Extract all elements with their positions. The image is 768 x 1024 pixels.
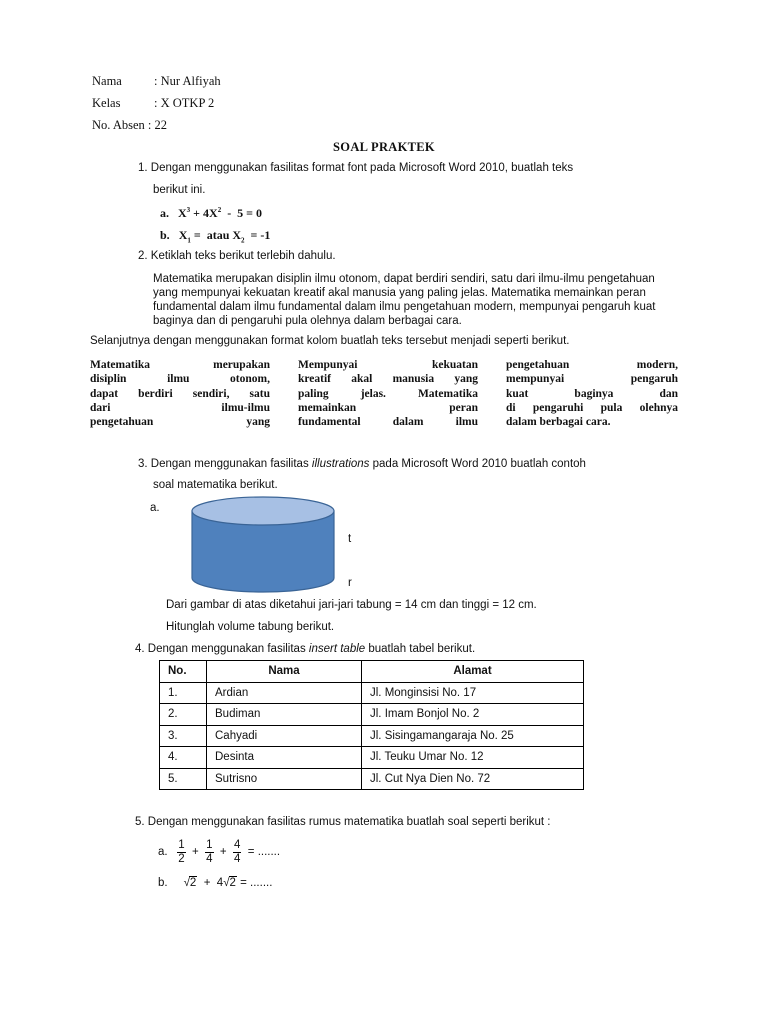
item-a-label: a. bbox=[150, 502, 160, 514]
question-1-cont: berikut ini. bbox=[153, 184, 206, 196]
cell-nama: Cahyadi bbox=[207, 725, 362, 747]
table-row bbox=[160, 768, 584, 790]
student-number-line bbox=[92, 118, 167, 133]
paragraph-matematika: Matematika merupakan disiplin ilmu otonom, dapat berdiri sendiri, satu dari ilmu-ilmu pengetahuan yang mempunyai kekuatan kreatif akal manusia yang paling jelas. Matematika memainkan peran fundamental dalam ilmu fundamental dalam ilmu pengetahuan modern, mempunyai pengaruh kuat baginya dan di pengaruhi pula olehnya dalam berbagai cara. bbox=[153, 273, 656, 327]
header-no: No. bbox=[160, 661, 207, 683]
column-instruction: Selanjutnya dengan menggunakan format kolom buatlah teks tersebut menjadi seperti berikut. bbox=[90, 335, 570, 347]
formula-b: b. √2 + 4√2 = ....... bbox=[158, 877, 273, 889]
cell-alamat: Jl. Teuku Umar No. 12 bbox=[362, 747, 584, 769]
header-nama: Nama bbox=[207, 661, 362, 683]
student-class-line bbox=[92, 96, 214, 111]
name-value: : Nur Alfiyah bbox=[154, 74, 221, 88]
fraction-1: $\frac{1}{2}$ bbox=[178, 838, 185, 865]
cell-nama: Budiman bbox=[207, 704, 362, 726]
question-3: 3. Dengan menggunakan fasilitas illustrations pada Microsoft Word 2010 buatlah contoh bbox=[138, 458, 586, 470]
cell-no: 2. bbox=[160, 704, 207, 726]
cell-alamat: Jl. Imam Bonjol No. 2 bbox=[362, 704, 584, 726]
question-2: 2. Ketiklah teks berikut terlebih dahulu. bbox=[138, 250, 336, 262]
header-alamat: Alamat bbox=[362, 661, 584, 683]
text-column-2: Mempunyai kekuatan kreatif akal manusia yang paling jelas. Matematika memainkan peran fundamental dalam ilmu bbox=[298, 359, 478, 429]
table-row bbox=[160, 682, 584, 704]
question-5: 5. Dengan menggunakan fasilitas rumus matematika buatlah soal seperti berikut : bbox=[135, 816, 551, 828]
equation-b: b. $X_1$ = atau $X_2 = -1$ bbox=[160, 228, 271, 245]
page-title: SOAL PRAKTEK bbox=[333, 140, 435, 154]
student-name-line bbox=[92, 74, 221, 89]
absen-label: No. Absen bbox=[92, 118, 145, 132]
class-value: : X OTKP 2 bbox=[154, 96, 215, 110]
item-b-label: b. bbox=[158, 877, 168, 889]
cell-nama: Ardian bbox=[207, 682, 362, 704]
class-label: Kelas bbox=[92, 96, 121, 110]
question-1: 1. Dengan menggunakan fasilitas format font pada Microsoft Word 2010, buatlah teks bbox=[138, 162, 574, 174]
cell-no: 1. bbox=[160, 682, 207, 704]
cell-nama: Sutrisno bbox=[207, 768, 362, 790]
cell-nama: Desinta bbox=[207, 747, 362, 769]
height-label: t bbox=[348, 533, 352, 545]
formula-a: a. $\frac{1}{2}$ + $\frac{1}{4}$ + $\frac{4}{4}$ = ....... bbox=[158, 838, 281, 865]
cylinder-description: Dari gambar di atas diketahui jari-jari tabung = 14 cm dan tinggi = 12 cm. bbox=[166, 599, 537, 611]
question-3-cont: soal matematika berikut. bbox=[153, 479, 278, 491]
table-header-row bbox=[160, 661, 584, 683]
table-row bbox=[160, 704, 584, 726]
fraction-2: $\frac{1}{4}$ bbox=[206, 838, 213, 865]
cell-alamat: Jl. Cut Nya Dien No. 72 bbox=[362, 768, 584, 790]
item-a-label: a. bbox=[158, 846, 168, 858]
text-column-1: Matematika merupakan disiplin ilmu otonom, dapat berdiri sendiri, satu dari ilmu-ilmu pengetahuan yang bbox=[90, 359, 270, 429]
absen-value: : 22 bbox=[147, 118, 168, 132]
address-table bbox=[159, 660, 584, 790]
radius-label: r bbox=[348, 577, 352, 589]
cylinder-question: Hitunglah volume tabung berikut. bbox=[166, 621, 335, 633]
cell-no: 5. bbox=[160, 768, 207, 790]
cylinder-illustration bbox=[188, 494, 338, 596]
cell-alamat: Jl. Monginsisi No. 17 bbox=[362, 682, 584, 704]
cell-alamat: Jl. Sisingamangaraja No. 25 bbox=[362, 725, 584, 747]
cylinder-top bbox=[192, 497, 334, 525]
cell-no: 4. bbox=[160, 747, 207, 769]
text-column-3: pengetahuan modern, mempunyai pengaruh kuat baginya dan di pengaruhi pula olehnya dalam berbagai cara. bbox=[506, 359, 678, 429]
name-label: Nama bbox=[92, 74, 122, 88]
equation-a: a. $X^3 + 4X^2 - 5 = 0$ bbox=[160, 206, 263, 220]
table-row bbox=[160, 747, 584, 769]
table-row bbox=[160, 725, 584, 747]
fraction-3: $\frac{4}{4}$ bbox=[234, 838, 241, 865]
cell-no: 3. bbox=[160, 725, 207, 747]
question-4: 4. Dengan menggunakan fasilitas insert table buatlah tabel berikut. bbox=[135, 643, 476, 655]
